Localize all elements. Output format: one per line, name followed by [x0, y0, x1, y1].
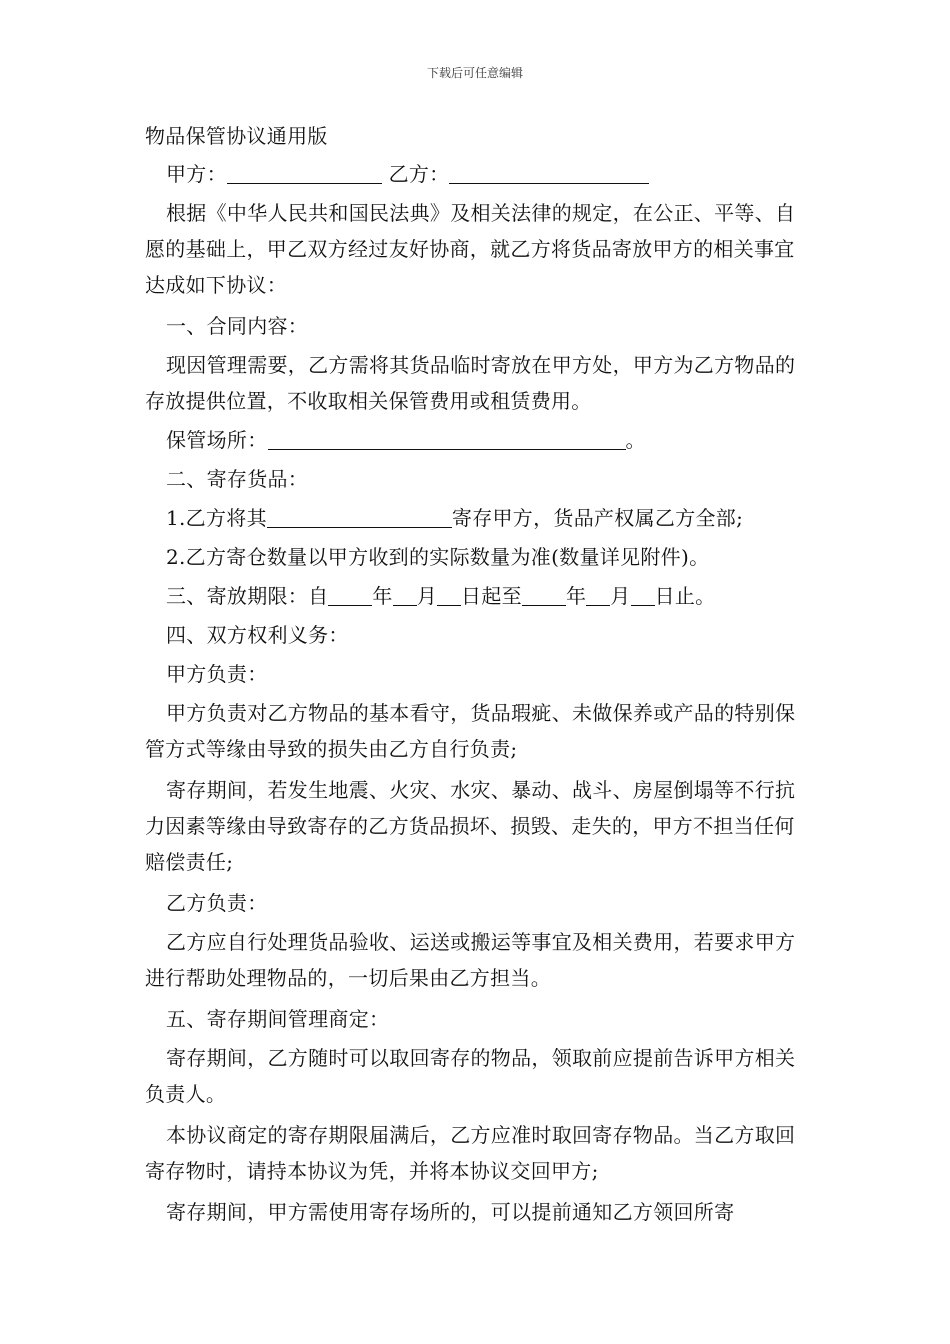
- start-month-blank: [393, 583, 417, 606]
- section-5-paragraph-2: 本协议商定的寄存期限届满后，乙方应准时取回寄存物品。当乙方取回寄存物时，请持本协议为凭，并将本协议交回甲方;: [145, 1123, 796, 1183]
- party-a-blank: [227, 161, 382, 184]
- location-label: 保管场所：: [166, 428, 268, 452]
- end-day-blank: [631, 583, 655, 606]
- parties-line: [145, 156, 810, 192]
- party-b-label: 乙方：: [388, 162, 450, 186]
- party-a-label: 甲方：: [166, 162, 227, 186]
- section-1-body: 现因管理需要，乙方需将其货品临时寄放在甲方处，甲方为乙方物品的存放提供位置，不收取相关保管费用或租赁费用。: [145, 353, 796, 413]
- party-b-blank: [449, 161, 649, 184]
- item-1-prefix: 1.乙方将其: [166, 506, 267, 530]
- term-year-2: 年: [565, 584, 587, 608]
- section-5-paragraph-3: 寄存期间，甲方需使用寄存场所的，可以提前通知乙方领回所寄: [166, 1200, 735, 1224]
- party-b-responsibility-heading: 乙方负责：: [166, 891, 268, 915]
- term-day-2: 日止。: [654, 584, 716, 608]
- document-title: 物品保管协议通用版: [145, 124, 328, 148]
- term-year-1: 年: [372, 584, 393, 608]
- section-2-item-2: 2.乙方寄仓数量以甲方收到的实际数量为准(数量详见附件)。: [166, 545, 710, 569]
- section-1-heading: 一、合同内容：: [166, 314, 309, 338]
- section-5-heading: 五、寄存期间管理商定：: [166, 1007, 390, 1031]
- term-month-1: 月: [416, 584, 438, 608]
- page-header: 下载后可任意编辑: [426, 66, 523, 80]
- intro-paragraph: 根据《中华人民共和国民法典》及相关法律的规定，在公正、平等、自愿的基础上，甲乙双方经过友好协商，就乙方将货品寄放甲方的相关事宜达成如下协议：: [145, 201, 796, 297]
- start-year-blank: [328, 583, 372, 606]
- party-a-responsibility-1: 甲方负责对乙方物品的基本看守，货品瑕疵、未做保养或产品的特别保管方式等缘由导致的损失由乙方自行负责;: [145, 701, 796, 761]
- term-prefix: 三、寄放期限：自: [166, 584, 329, 608]
- start-day-blank: [437, 583, 461, 606]
- section-3-term: [145, 578, 810, 614]
- location-line: [145, 422, 810, 458]
- location-blank: [268, 427, 626, 450]
- goods-blank: [267, 505, 452, 528]
- term-month-2: 月: [610, 584, 631, 608]
- end-year-blank: [522, 583, 566, 606]
- item-1-suffix: 寄存甲方，货品产权属乙方全部;: [451, 506, 744, 530]
- section-2-heading: 二、寄存货品：: [166, 467, 309, 491]
- document-body: [145, 118, 810, 1235]
- section-5-paragraph-1: 寄存期间，乙方随时可以取回寄存的物品，领取前应提前告诉甲方相关负责人。: [145, 1046, 796, 1106]
- party-a-responsibility-heading: 甲方负责：: [166, 662, 268, 686]
- party-a-responsibility-2: 寄存期间，若发生地震、火灾、水灾、暴动、战斗、房屋倒塌等不行抗力因素等缘由导致寄存的乙方货品损坏、损毁、走失的，甲方不担当任何赔偿责任;: [145, 778, 796, 874]
- section-4-heading: 四、双方权利义务：: [166, 623, 349, 647]
- party-b-responsibility-1: 乙方应自行处理货品验收、运送或搬运等事宜及相关费用，若要求甲方进行帮助处理物品的，一切后果由乙方担当。: [145, 930, 796, 990]
- end-month-blank: [586, 583, 610, 606]
- term-day-1: 日起至: [461, 584, 522, 608]
- section-2-item-1: [145, 500, 810, 536]
- location-end: 。: [625, 428, 646, 452]
